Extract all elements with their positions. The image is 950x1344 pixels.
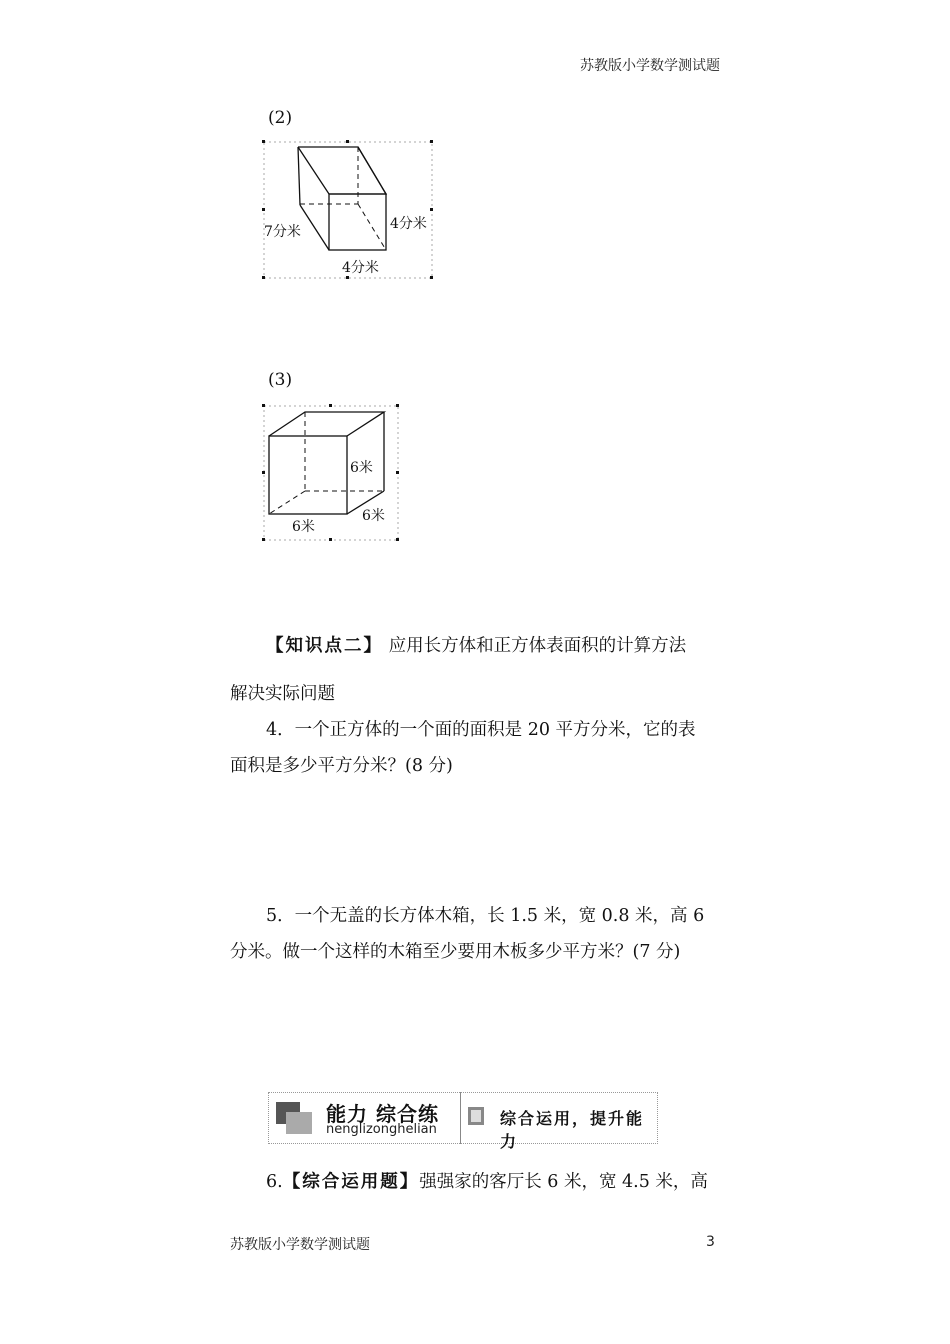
banner-logo-light [286, 1112, 312, 1134]
banner-square-icon [468, 1107, 484, 1125]
figure-3-cube [262, 404, 400, 542]
question-4-line1: 4．一个正方体的一个面的面积是 20 平方分米，它的表 [266, 720, 696, 740]
page-footer-title: 苏教版小学数学测试题 [230, 1237, 370, 1253]
figure-2-dim-bottom: 4分米 [342, 260, 379, 276]
question-6 [230, 1164, 722, 1200]
knowledge-point-text2: 解决实际问题 [230, 684, 335, 704]
figure-2-label: (2) [268, 108, 293, 128]
question-4 [230, 712, 722, 784]
question-5-line1: 5．一个无盖的长方体木箱，长 1.5 米，宽 0.8 米，高 6 [266, 906, 705, 926]
banner-slogan: 综合运用，提升能力 [500, 1109, 645, 1151]
question-6-text: 强强家的客厅长 6 米，宽 4.5 米，高 [419, 1172, 708, 1192]
figure-2-cuboid [262, 140, 434, 280]
figure-3-dim-depth: 6米 [362, 508, 385, 524]
figure-2-dim-height: 7分米 [264, 224, 301, 240]
banner-divider [460, 1092, 461, 1144]
banner-pinyin: nenglizonghelian [326, 1122, 437, 1137]
figure-3-dim-width: 6米 [292, 519, 315, 535]
question-6-line1 [230, 1164, 722, 1200]
knowledge-point-text1: 应用长方体和正方体表面积的计算方法 [388, 636, 687, 656]
figure-2-handles [262, 140, 433, 279]
figure-2-frame [264, 142, 432, 278]
figure-3-label: (3) [268, 370, 293, 390]
question-4-line2: 面积是多少平方分米？(8 分) [230, 756, 453, 776]
figure-3-dim-height: 6米 [350, 460, 373, 476]
question-5 [230, 898, 722, 970]
question-5-line2: 分米。做一个这样的木箱至少要用木板多少平方米？(7 分) [230, 942, 681, 962]
knowledge-point [230, 628, 722, 712]
figure-2-edges [298, 147, 386, 250]
figure-2-dim-right: 4分米 [390, 216, 427, 232]
section-banner [268, 1092, 658, 1151]
knowledge-point-tag: 【知识点二】 [266, 636, 383, 656]
banner-title: 能力 综合练 [326, 1102, 439, 1126]
figure-2-hidden-edges [300, 147, 386, 250]
page-number: 3 [706, 1234, 715, 1250]
question-6-tag: 【综合运用题】 [282, 1172, 420, 1192]
question-6-number: 6. [266, 1172, 283, 1192]
page-header: 苏教版小学数学测试题 [580, 58, 720, 74]
knowledge-point-line1 [230, 628, 722, 664]
